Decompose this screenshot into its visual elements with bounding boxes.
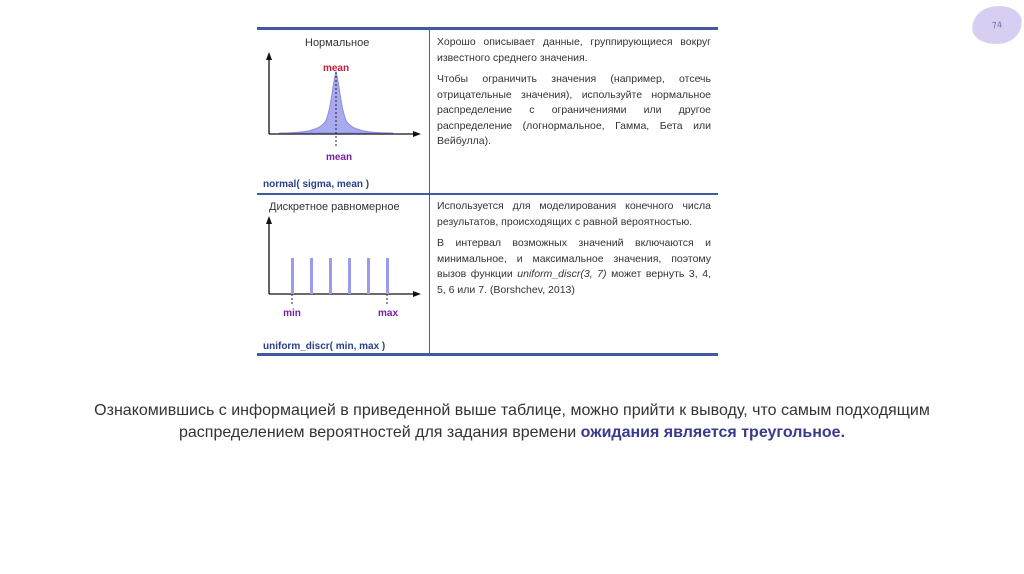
uniform-desc-code: uniform_discr(3, 7) xyxy=(517,268,607,280)
normal-title: Нормальное xyxy=(305,37,370,49)
max-label: max xyxy=(377,308,399,319)
bar-4 xyxy=(348,258,351,294)
bar-3 xyxy=(329,258,332,294)
uniform-title: Дискретное равномерное xyxy=(269,201,400,213)
bar-5 xyxy=(367,258,370,294)
uniform-desc-tail: может вернуть 3, 4, 5, 6 или 7. (Borshchev, 2013) xyxy=(437,268,712,296)
uniform-desc-text: В интервал возможных значений включаются и минимальное, и максимальное значения, поэтому вызов функции xyxy=(437,237,711,280)
normal-desc-para-2: Чтобы ограничить значения (например, отсечь отрицательные значения), используйте нормальное распределение с ограничениями или другое распределение (логнормальное, Гамма, Бета или Вейбулла). xyxy=(437,73,711,147)
x-axis-arrow xyxy=(413,291,421,297)
uniform-desc-para-2 xyxy=(437,236,711,298)
bar-2 xyxy=(310,258,313,294)
conclusion-line-1: Ознакомившись с информацией в приведенной выше таблице, можно прийти к выводу, что самым подходящим xyxy=(94,402,930,419)
bar-6 xyxy=(386,258,389,294)
normal-desc-para-1: Хорошо описывает данные, группирующиеся вокруг известного среднего значения. xyxy=(437,36,711,64)
normal-function-label: normal( sigma, mean ) xyxy=(263,179,370,190)
page-number: 74 xyxy=(991,19,1003,31)
uniform-desc-para-1: Используется для моделирования конечного числа результатов, происходящих с равной вероятностью. xyxy=(437,200,711,228)
uniform-description xyxy=(437,199,711,304)
conclusion-line-2 xyxy=(20,422,1004,444)
min-label: min xyxy=(283,308,301,319)
uniform-chart xyxy=(257,214,429,324)
page-number-badge xyxy=(970,3,1024,48)
peak-mean-label: mean xyxy=(322,63,350,74)
axis-mean-label: mean xyxy=(325,152,353,163)
conclusion-line-2-text: распределением вероятностей для задания времени xyxy=(178,424,577,441)
conclusion-highlight: ожидания является треугольное. xyxy=(580,424,846,441)
bar-1 xyxy=(291,258,294,294)
y-axis-arrow xyxy=(266,216,272,224)
column-divider xyxy=(429,30,430,353)
conclusion-text xyxy=(20,400,1004,444)
row-divider xyxy=(257,193,718,195)
uniform-function-label: uniform_discr( min, max ) xyxy=(263,341,386,352)
normal-chart xyxy=(257,50,429,165)
y-axis-arrow xyxy=(266,52,272,60)
normal-description xyxy=(437,35,711,156)
distribution-table xyxy=(257,27,718,356)
x-axis-arrow xyxy=(413,131,421,137)
